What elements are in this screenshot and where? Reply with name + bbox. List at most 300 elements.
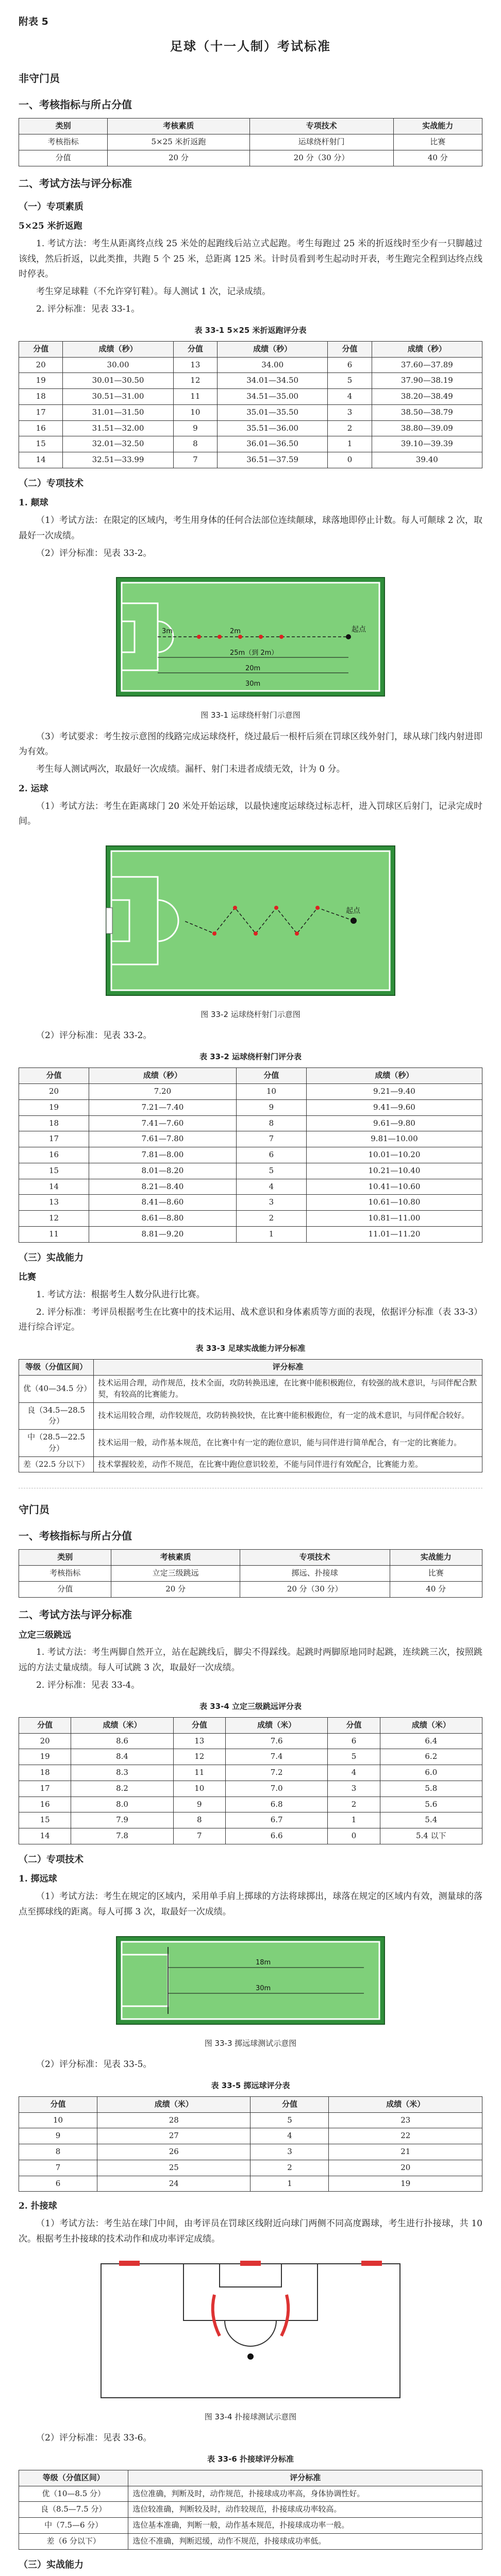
table-cell: 掷远、扑接球	[240, 1566, 390, 1582]
table-cell: 12	[173, 1749, 225, 1765]
table-cell: 30.00	[63, 357, 173, 373]
table-cell: 优（40—34.5 分）	[19, 1376, 94, 1403]
table-cell: 38.50—38.79	[372, 404, 482, 420]
table-cell: 39.40	[372, 452, 482, 468]
table-row	[19, 404, 482, 420]
table-header-cell: 分值	[19, 1068, 89, 1084]
heading-match: （三）实战能力	[19, 1252, 84, 1263]
table-cell: 17	[19, 1781, 71, 1797]
table-cell: 35.51—36.00	[218, 420, 328, 436]
paragraph: （1）考试方法：在限定的区域内，考生用身体的任何合法部位连续颠球，球落地即停止计数。每人可颠球 2 次，取最好一次成绩。	[19, 515, 482, 541]
table-cell: 比赛	[390, 1566, 482, 1582]
table-row	[19, 2502, 482, 2518]
table-cell: 6.4	[380, 1733, 482, 1749]
table-cell: 10	[19, 2112, 97, 2128]
table-row	[19, 1084, 482, 1100]
table-row	[19, 1211, 482, 1227]
table-cell: 20 分（30 分）	[240, 1581, 390, 1597]
table-cell: 31.01—31.50	[63, 404, 173, 420]
table-cell: 5.4	[380, 1812, 482, 1828]
document-page	[19, 0, 482, 2576]
dim-label: 2m	[230, 628, 241, 636]
item-match: 比赛	[19, 1272, 36, 1282]
table-row	[19, 1099, 482, 1115]
table-cell: 比赛	[393, 134, 482, 150]
table-cell: 良（34.5—28.5 分）	[19, 1402, 94, 1430]
dim-label: 18m	[256, 1958, 271, 1967]
table-cell: 8.81—9.20	[89, 1226, 237, 1242]
table-cell: 9	[19, 2128, 97, 2144]
table-header-cell: 分值	[19, 341, 63, 357]
table-row	[19, 1456, 482, 1472]
table-cell: 0	[328, 452, 372, 468]
table-row	[19, 1749, 482, 1765]
heading-indicators: 一、考核指标与所占分值	[19, 1530, 132, 1543]
paragraph: （1）考试方法：考生在距离球门 20 米处开始运球，以最快速度运球绕过标志杆，进入罚球区后射门，记录完成时间。	[19, 801, 482, 827]
table-cell: 9.61—9.80	[306, 1115, 482, 1131]
table-cell: 7.81—8.00	[89, 1147, 237, 1163]
table-header-cell: 专项技术	[249, 118, 393, 134]
table-cell: 7	[19, 2160, 97, 2176]
table-cell: 8.3	[71, 1765, 173, 1781]
table-cell: 10.01—10.20	[306, 1147, 482, 1163]
table-cell: 分值	[19, 1581, 111, 1597]
paragraph: （1）考试方法：考生在规定的区域内，采用单手肩上掷球的方法将球掷出，球落在规定的区域内有效，测量球的落点至掷球线的距离。每人可掷 3 次，取最好一次成绩。	[19, 1891, 482, 1917]
table-cell: 19	[329, 2176, 482, 2192]
table-row	[19, 1733, 482, 1749]
table-cell: 1	[250, 2176, 329, 2192]
table-row	[19, 436, 482, 452]
table-header-cell: 成绩（米）	[225, 1717, 327, 1733]
table-cell: 中（7.5—6 分）	[19, 2518, 128, 2534]
table-cell: 5	[328, 1749, 380, 1765]
table-cell: 36.51—37.59	[218, 452, 328, 468]
table-cell: 19	[19, 373, 63, 389]
table-cell: 7.21—7.40	[89, 1099, 237, 1115]
paragraph: 2. 评分标准：见表 33-4。	[36, 1680, 140, 1690]
paragraph: （2）评分标准：见表 33-2。	[36, 548, 152, 558]
table-cell: 7	[173, 452, 217, 468]
table-caption: 表 33-5 掷远球评分表	[211, 2080, 290, 2090]
table-cell: 5×25 米折返跑	[108, 134, 249, 150]
table-cell: 22	[329, 2128, 482, 2144]
table-header-cell: 分值	[250, 2096, 329, 2112]
table-cell: 2	[250, 2160, 329, 2176]
table-row	[19, 1781, 482, 1797]
table-cell: 0	[328, 1828, 380, 1844]
table-cell: 7	[236, 1131, 306, 1147]
table-header-cell: 考核素质	[111, 1550, 240, 1566]
paragraph: 2. 评分标准：见表 33-1。	[36, 303, 140, 314]
table-cell: 28	[97, 2112, 250, 2128]
item-save: 2. 扑接球	[19, 2201, 57, 2212]
table-cell: 12	[19, 1211, 89, 1227]
table-cell: 选位准确，判断及时，动作规范，扑接球成功率高，身体协调性好。	[128, 2486, 482, 2502]
table-cell: 14	[19, 1828, 71, 1844]
table-row	[19, 1828, 482, 1844]
table-cell: 技术运用一般，动作基本规范，在比赛中有一定的跑位意识，能与同伴进行简单配合，有一定的比赛能力。	[94, 1430, 482, 1457]
table-cell: 9.81—10.00	[306, 1131, 482, 1147]
table-caption: 表 33-3 足球实战能力评分标准	[195, 1344, 306, 1353]
table-cell: 选位基本准确，判断一般，动作基本规范，扑接球成功率一般。	[128, 2518, 482, 2534]
dribble-shoot-diagram	[96, 836, 405, 1006]
table-cell: 6.6	[225, 1828, 327, 1844]
start-label: 起点	[346, 907, 360, 915]
table-row	[19, 1131, 482, 1147]
table-cell: 8.61—8.80	[89, 1211, 237, 1227]
item-dribble: 2. 运球	[19, 783, 48, 794]
table-cell: 8.21—8.40	[89, 1179, 237, 1195]
table-row	[19, 2160, 482, 2176]
figure-caption: 图 33-3 掷远球测试示意图	[204, 2038, 297, 2048]
table-row	[19, 1376, 482, 1403]
table-row	[19, 420, 482, 436]
table-cell: 10	[236, 1084, 306, 1100]
table-cell: 差（22.5 分以下）	[19, 1456, 94, 1472]
start-label: 起点	[352, 625, 366, 634]
table-cell: 34.51—35.00	[218, 389, 328, 405]
table-cell: 7.41—7.60	[89, 1115, 237, 1131]
dim-label: 25m（到 2m）	[230, 649, 278, 657]
table-cell: 8	[173, 1812, 225, 1828]
dribble-course-diagram	[106, 567, 395, 706]
table-cell: 20	[19, 1084, 89, 1100]
paragraph: （2）评分标准：见表 33-6。	[36, 2432, 152, 2443]
table-row	[19, 2486, 482, 2502]
table-cell: 11	[19, 1226, 89, 1242]
table-cell: 7.4	[225, 1749, 327, 1765]
table-cell: 8	[236, 1115, 306, 1131]
table-cell: 34.01—34.50	[218, 373, 328, 389]
table-cell: 11	[173, 389, 217, 405]
item-juggling: 1. 颠球	[19, 498, 48, 509]
table-header-cell: 分值	[236, 1068, 306, 1084]
table-cell: 8.01—8.20	[89, 1163, 237, 1179]
table-cell: 37.90—38.19	[372, 373, 482, 389]
table-cell: 35.01—35.50	[218, 404, 328, 420]
table-cell: 立定三级跳远	[111, 1566, 240, 1582]
table-row	[19, 2518, 482, 2534]
table-cell: 3	[236, 1195, 306, 1211]
table-cell: 7.2	[225, 1765, 327, 1781]
table-cell: 6	[328, 1733, 380, 1749]
paragraph: （2）评分标准：见表 33-5。	[36, 2059, 152, 2070]
figure-caption: 图 33-1 运球绕杆射门示意图	[201, 710, 300, 720]
table-header-cell: 分值	[173, 341, 217, 357]
table-cell: 9.41—9.60	[306, 1099, 482, 1115]
dim-label: 20m	[245, 665, 261, 673]
table-cell: 26	[97, 2144, 250, 2160]
table-row	[19, 389, 482, 405]
table-cell: 25	[97, 2160, 250, 2176]
table-header-cell: 成绩（秒）	[63, 341, 173, 357]
table-cell: 7.9	[71, 1812, 173, 1828]
table-cell: 37.60—37.89	[372, 357, 482, 373]
table-cell: 中（28.5—22.5 分）	[19, 1430, 94, 1457]
table-cell: 7.0	[225, 1781, 327, 1797]
table-cell: 2	[236, 1211, 306, 1227]
table-row	[19, 1226, 482, 1242]
table-cell: 6	[19, 2176, 97, 2192]
figure-caption: 图 33-2 运球绕杆射门示意图	[201, 1010, 300, 1019]
table-cell: 13	[173, 1733, 225, 1749]
table-cell: 6.0	[380, 1765, 482, 1781]
paragraph: 考生穿足球鞋（不允许穿钉鞋）。每人测试 1 次，记录成绩。	[36, 286, 271, 297]
dribble-score-table	[19, 1067, 482, 1242]
table-row	[19, 2176, 482, 2192]
table-row	[19, 1163, 482, 1179]
save-rubric-table	[19, 2470, 482, 2550]
table-row	[19, 1812, 482, 1828]
table-header-cell: 分值	[19, 1717, 71, 1733]
table-header-cell: 评分标准	[128, 2470, 482, 2486]
table-row	[19, 2144, 482, 2160]
table-cell: 12	[173, 373, 217, 389]
table-cell: 16	[19, 420, 63, 436]
table-cell: 4	[236, 1179, 306, 1195]
shuttle-run-score-table	[19, 341, 482, 468]
table-cell: 30.01—30.50	[63, 373, 173, 389]
table-cell: 选位不准确，判断迟缓，动作不规范，扑接球成功率低。	[128, 2533, 482, 2549]
table-header-cell: 成绩（米）	[97, 2096, 250, 2112]
heading-fitness: （一）专项素质	[19, 201, 84, 212]
table-cell: 6.2	[380, 1749, 482, 1765]
table-cell: 7.61—7.80	[89, 1131, 237, 1147]
table-cell: 27	[97, 2128, 250, 2144]
table-cell: 技术运用较合理，动作较规范，攻防转换较快，在比赛中能积极跑位，有一定的战术意识，与同伴配合较好。	[94, 1402, 482, 1430]
item-throw: 1. 掷远球	[19, 1874, 57, 1885]
table-cell: 4	[328, 1765, 380, 1781]
table-cell: 36.01—36.50	[218, 436, 328, 452]
table-cell: 9	[236, 1099, 306, 1115]
table-cell: 1	[328, 436, 372, 452]
table-header-cell: 成绩（秒）	[218, 341, 328, 357]
dim-label: 30m	[245, 680, 261, 688]
paragraph: 2. 评分标准：考评员根据考生在比赛中的技术运用、战术意识和身体素质等方面的表现，依据评分标准（表 33-3）进行综合评定。	[19, 1307, 482, 1333]
table-cell: 3	[250, 2144, 329, 2160]
table-cell: 2	[328, 420, 372, 436]
table-row	[19, 2112, 482, 2128]
table-cell: 17	[19, 404, 63, 420]
match-rubric-table	[19, 1359, 482, 1472]
table-row	[19, 1566, 482, 1582]
table-header-cell: 分值	[328, 1717, 380, 1733]
table-cell: 13	[173, 357, 217, 373]
table-cell: 分值	[19, 150, 108, 166]
table-cell: 19	[19, 1099, 89, 1115]
table-header-cell: 实战能力	[393, 118, 482, 134]
table-cell: 14	[19, 452, 63, 468]
table-cell: 18	[19, 389, 63, 405]
table-cell: 39.10—39.39	[372, 436, 482, 452]
table-cell: 7	[173, 1828, 225, 1844]
table-cell: 32.01—32.50	[63, 436, 173, 452]
table-cell: 良（8.5—7.5 分）	[19, 2502, 128, 2518]
section-role-outfield: 非守门员	[19, 72, 60, 85]
table-cell: 15	[19, 1163, 89, 1179]
throw-distance-diagram	[106, 1926, 395, 2035]
table-row	[19, 1147, 482, 1163]
throw-score-table	[19, 2096, 482, 2192]
table-header-cell: 等级（分值区间）	[19, 2470, 128, 2486]
table-cell: 5	[328, 373, 372, 389]
table-cell: 20 分（30 分）	[249, 150, 393, 166]
table-caption: 表 33-4 立定三级跳远评分表	[199, 1701, 302, 1711]
table-row	[19, 134, 482, 150]
table-cell: 技术掌握较差，动作不规范，在比赛中跑位意识较差，不能与同伴进行有效配合，比赛能力差。	[94, 1456, 482, 1472]
table-header-cell: 等级（分值区间）	[19, 1360, 94, 1376]
table-header-cell: 成绩（秒）	[306, 1068, 482, 1084]
table-cell: 31.51—32.00	[63, 420, 173, 436]
table-cell: 8.4	[71, 1749, 173, 1765]
dim-label: 30m	[256, 1984, 271, 1992]
table-row	[19, 2533, 482, 2549]
table-cell: 运球绕杆射门	[249, 134, 393, 150]
table-header-cell: 考核素质	[108, 118, 249, 134]
table-cell: 7.20	[89, 1084, 237, 1100]
table-cell: 19	[19, 1749, 71, 1765]
table-cell: 10	[173, 404, 217, 420]
table-cell: 34.00	[218, 357, 328, 373]
table-cell: 5	[250, 2112, 329, 2128]
table-cell: 5.6	[380, 1797, 482, 1812]
table-cell: 9.21—9.40	[306, 1084, 482, 1100]
table-cell: 5	[236, 1163, 306, 1179]
table-caption: 表 33-6 扑接球评分标准	[207, 2454, 294, 2464]
table-cell: 9	[173, 420, 217, 436]
table-cell: 16	[19, 1147, 89, 1163]
table-cell: 21	[329, 2144, 482, 2160]
table-cell: 3	[328, 404, 372, 420]
table-header-cell: 分值	[328, 341, 372, 357]
table-cell: 40 分	[393, 150, 482, 166]
table-cell: 考核指标	[19, 1566, 111, 1582]
table-row	[19, 1195, 482, 1211]
table-row	[19, 1402, 482, 1430]
table-cell: 40 分	[390, 1581, 482, 1597]
table-caption: 表 33-2 运球绕杆射门评分表	[199, 1052, 302, 1061]
table-cell: 8.2	[71, 1781, 173, 1797]
table-cell: 6	[328, 357, 372, 373]
table-cell: 14	[19, 1179, 89, 1195]
table-cell: 13	[19, 1195, 89, 1211]
table-row	[19, 1765, 482, 1781]
table-row	[19, 1430, 482, 1457]
table-cell: 4	[250, 2128, 329, 2144]
heading-skill: （二）专项技术	[19, 478, 84, 489]
table-cell: 5.4 以下	[380, 1828, 482, 1844]
page-title: 足球（十一人制）考试标准	[170, 39, 331, 54]
table-cell: 8.0	[71, 1797, 173, 1812]
table-cell: 24	[97, 2176, 250, 2192]
table-cell: 6	[236, 1147, 306, 1163]
table-cell: 20 分	[108, 150, 249, 166]
table-cell: 9	[173, 1797, 225, 1812]
table-row	[19, 1581, 482, 1597]
table-header-cell: 成绩（米）	[329, 2096, 482, 2112]
table-header-cell: 分值	[173, 1717, 225, 1733]
table-cell: 8.6	[71, 1733, 173, 1749]
table-header-cell: 实战能力	[390, 1550, 482, 1566]
paragraph: （3）考试要求：考生按示意图的线路完成运球绕杆，绕过最后一根杆后须在罚球区线外射门，球从球门线内射进即为有效。	[19, 731, 482, 757]
paragraph: 1. 考试方法：考生两脚自然开立，站在起跳线后，脚尖不得踩线。起跳时两脚原地同时起跳，连续跳三次，按照跳远的方法丈量成绩。每人可试跳 3 次，取最好一次成绩。	[19, 1647, 482, 1673]
save-diagram	[91, 2253, 410, 2408]
table-caption: 表 33-1 5×25 米折返跑评分表	[194, 325, 307, 335]
table-cell: 10.81—11.00	[306, 1211, 482, 1227]
table-cell: 3	[328, 1781, 380, 1797]
table-cell: 20	[19, 357, 63, 373]
table-cell: 10	[173, 1781, 225, 1797]
table-cell: 10.61—10.80	[306, 1195, 482, 1211]
table-cell: 考核指标	[19, 134, 108, 150]
table-cell: 30.51—31.00	[63, 389, 173, 405]
table-cell: 38.80—39.09	[372, 420, 482, 436]
section-role-goalkeeper: 守门员	[19, 1503, 49, 1516]
table-header-cell: 类别	[19, 118, 108, 134]
paragraph: 1. 考试方法：根据考生人数分队进行比赛。	[36, 1289, 205, 1300]
table-cell: 1	[236, 1226, 306, 1242]
table-header-cell: 成绩（秒）	[89, 1068, 237, 1084]
heading-methods: 二、考试方法与评分标准	[19, 1608, 132, 1621]
table-cell: 15	[19, 1812, 71, 1828]
table-cell: 差（6 分以下）	[19, 2533, 128, 2549]
table-row	[19, 1179, 482, 1195]
item-shuttle-run: 5×25 米折返跑	[19, 221, 82, 231]
table-row	[19, 2128, 482, 2144]
table-cell: 32.51—33.99	[63, 452, 173, 468]
attachment-label: 附表 5	[19, 16, 48, 27]
paragraph: （1）考试方法：考生站在球门中间，由考评员在罚球区线附近向球门两侧不同高度踢球，考生进行扑接球，共 10 次。根据考生扑接球的技术动作和成功率评定成绩。	[19, 2218, 482, 2244]
table-cell: 8	[19, 2144, 97, 2160]
table-cell: 16	[19, 1797, 71, 1812]
table-header-cell: 成绩（米）	[380, 1717, 482, 1733]
table-cell: 11.01—11.20	[306, 1226, 482, 1242]
paragraph: 考生每人测试两次，取最好一次成绩。漏杆、射门未进者成绩无效，计为 0 分。	[36, 764, 345, 774]
heading-match: （三）实战能力	[19, 2559, 84, 2570]
table-row	[19, 373, 482, 389]
table-row	[19, 1115, 482, 1131]
item-triple-jump: 立定三级跳远	[19, 1630, 71, 1640]
table-cell: 5.8	[380, 1781, 482, 1797]
table-cell: 7.8	[71, 1828, 173, 1844]
table-cell: 17	[19, 1131, 89, 1147]
table-cell: 技术运用合理，动作规范，技术全面，攻防转换迅速，在比赛中能积极跑位，有较强的战术意识，与同伴配合默契，有较高的比赛能力。	[94, 1376, 482, 1403]
table-row	[19, 357, 482, 373]
table-cell: 20	[19, 1733, 71, 1749]
table-header-cell: 类别	[19, 1550, 111, 1566]
table-cell: 8	[173, 436, 217, 452]
paragraph: （2）评分标准：见表 33-2。	[36, 1030, 152, 1041]
table-cell: 20	[329, 2160, 482, 2176]
table-cell: 1	[328, 1812, 380, 1828]
table-cell: 10.41—10.60	[306, 1179, 482, 1195]
heading-skill: （二）专项技术	[19, 1854, 84, 1865]
table-header-cell: 成绩（秒）	[372, 341, 482, 357]
dim-label: 3m	[162, 628, 173, 636]
table-cell: 10.21—10.40	[306, 1163, 482, 1179]
table-cell: 18	[19, 1115, 89, 1131]
table-cell: 6.8	[225, 1797, 327, 1812]
table-header-cell: 评分标准	[94, 1360, 482, 1376]
table-cell: 15	[19, 436, 63, 452]
table-row	[19, 1797, 482, 1812]
paragraph: 1. 考试方法：考生从距离终点线 25 米处的起跑线后站立式起跑。考生每跑过 25 米的折返线时至少有一只脚越过该线，然后折返，以此类推，共跑 5 个 25 米，总距离 125 米。计时员看到考生起动时开表，考生跑完全程到达终点线时停表。	[19, 238, 482, 280]
table-cell: 38.20—38.49	[372, 389, 482, 405]
heading-indicators: 一、考核指标与所占分值	[19, 98, 132, 111]
table-row	[19, 150, 482, 166]
table-cell: 11	[173, 1765, 225, 1781]
table-cell: 优（10—8.5 分）	[19, 2486, 128, 2502]
